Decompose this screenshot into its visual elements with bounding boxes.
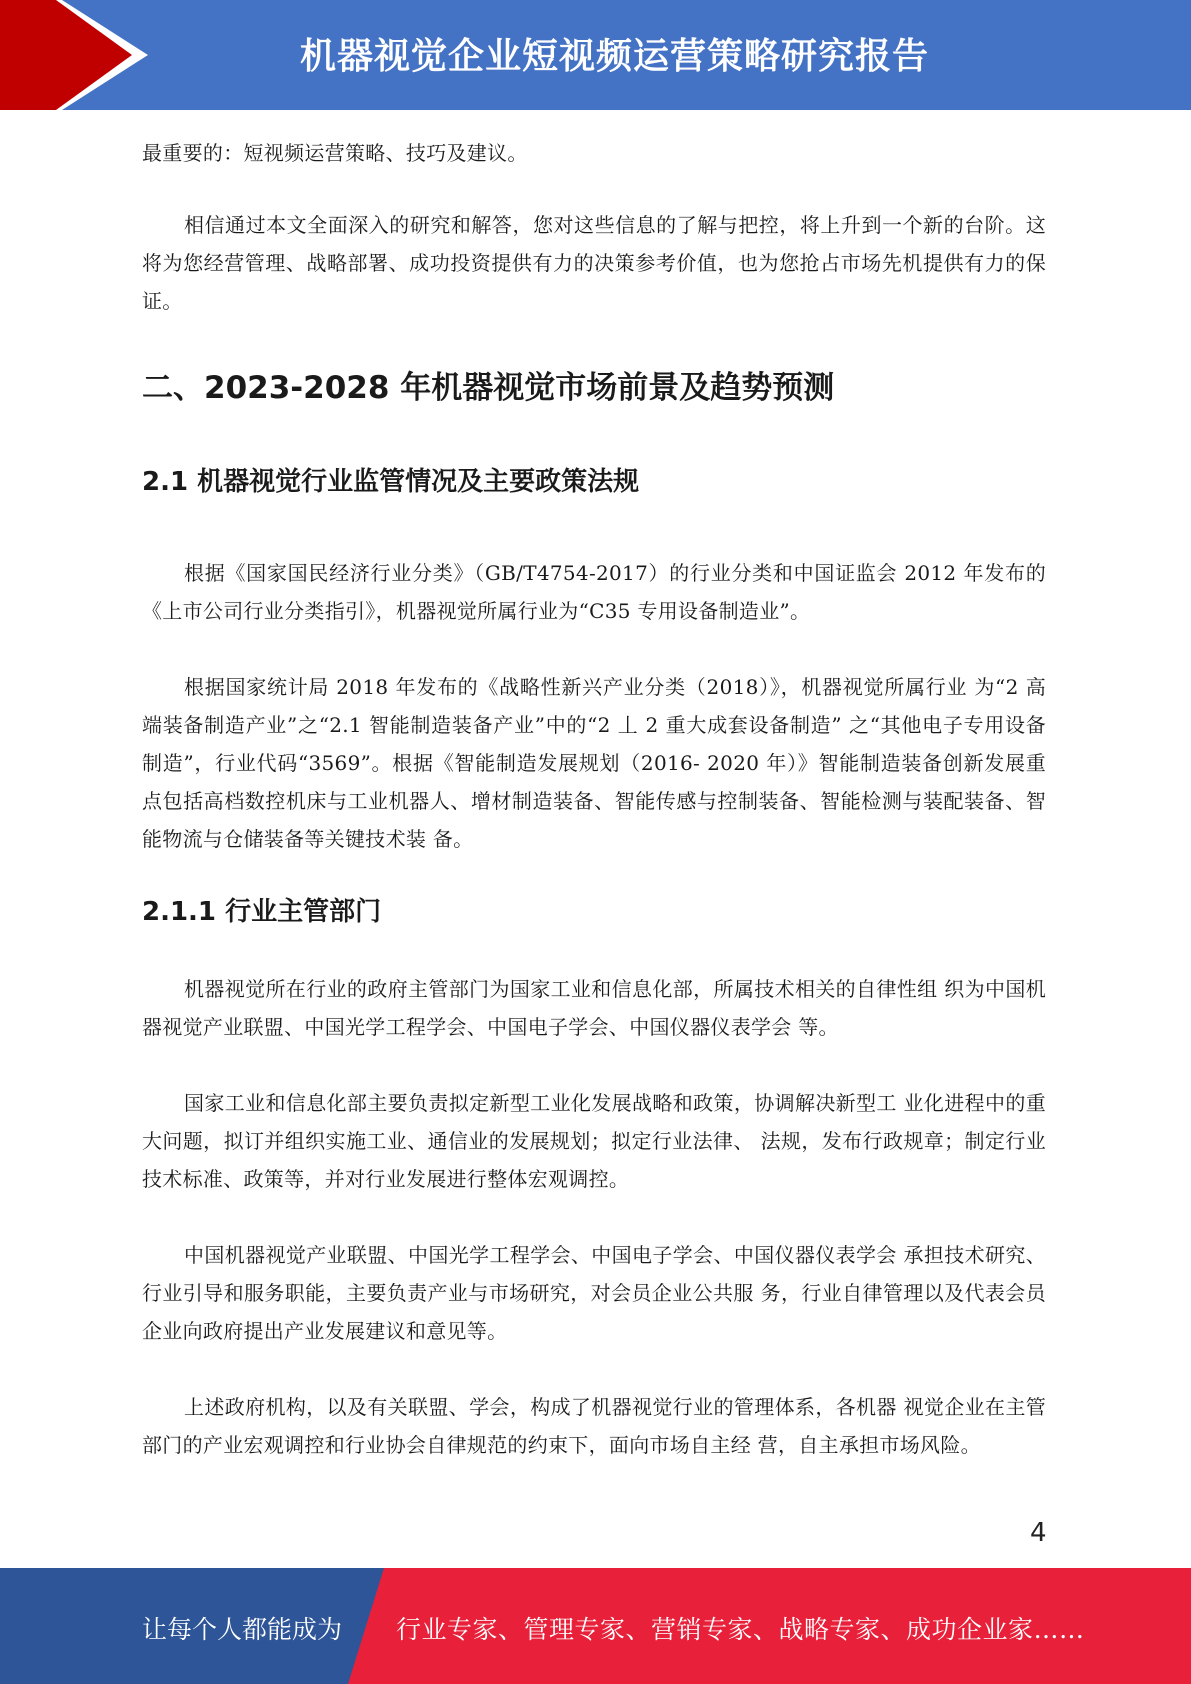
document-title: 机器视觉企业短视频运营策略研究报告 bbox=[300, 36, 930, 77]
paragraph-2-1-1-c: 中国机器视觉产业联盟、中国光学工程学会、中国电子学会、中国仪器仪表学会 承担技术研究、行业引导和服务职能，主要负责产业与市场研究，对会员企业公共服 务，行业自律管理以及代表会员企业向政府提出产业发展建议和意见等。 bbox=[142, 1243, 1046, 1343]
header-arrow-decoration bbox=[0, 0, 160, 110]
header-bar bbox=[0, 0, 1191, 110]
paragraph-intro-tail: 最重要的：短视频运营策略、技巧及建议。 bbox=[142, 141, 528, 165]
paragraph-2-1-a: 根据《国家国民经济行业分类》（GB/T4754-2017）的行业分类和中国证监会 2012 年发布的《上市公司行业分类指引》，机器视觉所属行业为“C35 专用设备制造业”。 bbox=[142, 561, 1046, 623]
page-number: 4 bbox=[1030, 1518, 1047, 1548]
subsection-heading-2-1-1: 2.1.1 行业主管部门 bbox=[142, 897, 382, 927]
footer-banner bbox=[0, 1568, 1191, 1684]
page-content bbox=[142, 134, 1046, 1464]
paragraph-2-1-1-d: 上述政府机构，以及有关联盟、学会，构成了机器视觉行业的管理体系，各机器 视觉企业在主管部门的产业宏观调控和行业协会自律规范的约束下，面向市场自主经 营，自主承担市场风险。 bbox=[142, 1395, 1046, 1457]
footer-slogan-right: 行业专家、管理专家、营销专家、战略专家、成功企业家…… bbox=[396, 1615, 1085, 1644]
paragraph-2-1-1-a: 机器视觉所在行业的政府主管部门为国家工业和信息化部，所属技术相关的自律性组 织为中国机器视觉产业联盟、中国光学工程学会、中国电子学会、中国仪器仪表学会 等。 bbox=[142, 977, 1046, 1039]
paragraph-2-1-1-b: 国家工业和信息化部主要负责拟定新型工业化发展战略和政策，协调解决新型工 业化进程中的重大问题，拟订并组织实施工业、通信业的发展规划；拟定行业法律、 法规，发布行政规章；制定行业技术标准、政策等，并对行业发展进行整体宏观调控。 bbox=[142, 1091, 1046, 1191]
paragraph-believe: 相信通过本文全面深入的研究和解答，您对这些信息的了解与把控，将上升到一个新的台阶。这将为您经营管理、战略部署、成功投资提供有力的决策参考价值，也为您抢占市场先机提供有力的保证。 bbox=[142, 213, 1046, 313]
subsection-heading-2-1: 2.1 机器视觉行业监管情况及主要政策法规 bbox=[142, 467, 640, 497]
section-heading-2: 二、2023-2028 年机器视觉市场前景及趋势预测 bbox=[142, 370, 835, 406]
footer-slogan-left: 让每个人都能成为 bbox=[142, 1615, 343, 1644]
paragraph-2-1-b: 根据国家统计局 2018 年发布的《战略性新兴产业分类（2018）》，机器视觉所属行业 为“2 高端装备制造产业”之“2.1 智能制造装备产业”中的“2 丄 2 重大成套设备制造” 之“其他电子专用设备制造”，行业代码“3569”。根据《智能制造发展规划（2016- 2020 年）》智能制造装备创新发展重点包括高档数控机床与工业机器人、增材制造装备、智能传感与控制装备、智能检测与装配装备、智能物流与仓储装备等关键技术装 备。 bbox=[142, 675, 1046, 851]
